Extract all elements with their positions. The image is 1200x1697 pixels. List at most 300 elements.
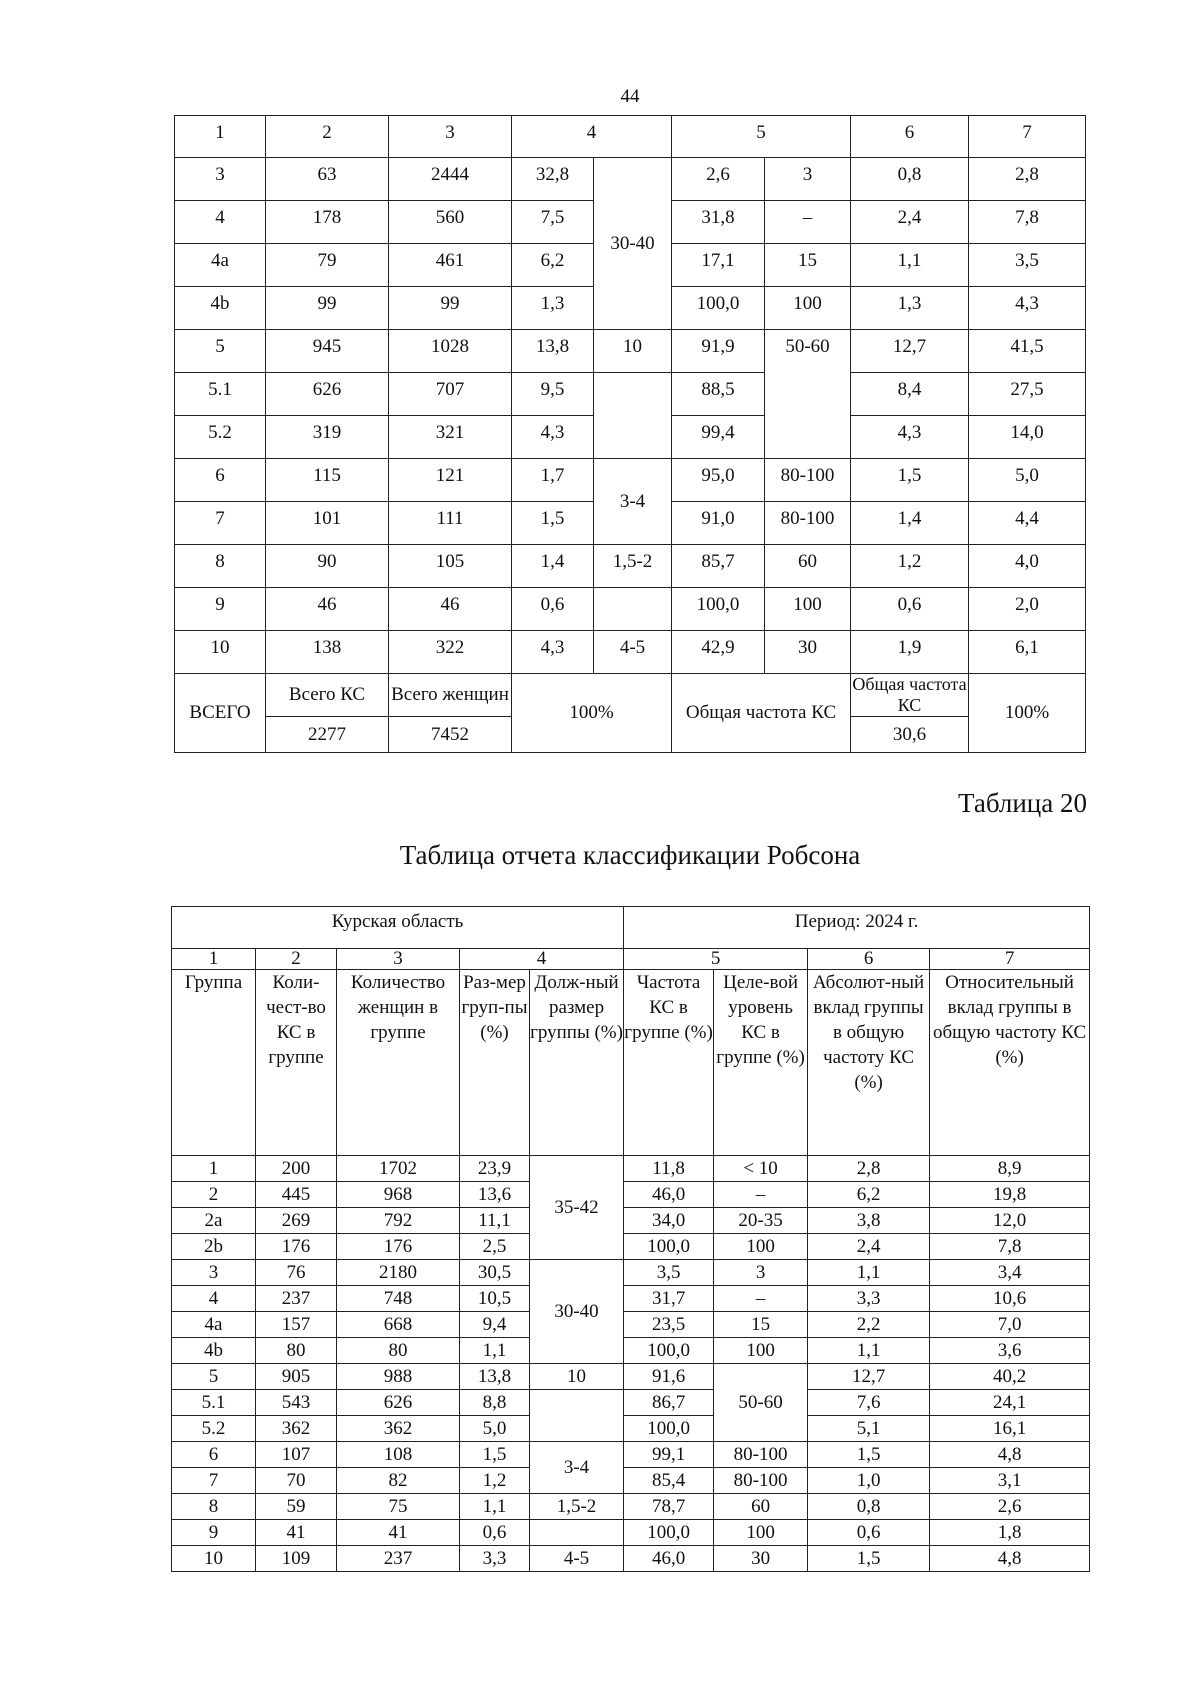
expected-size-cell: 35-42 <box>530 1156 624 1260</box>
women-count-cell: 111 <box>389 502 512 545</box>
table-row <box>172 1390 1090 1416</box>
group-size-cell: 1,5 <box>460 1442 530 1468</box>
table-row <box>172 1364 1090 1390</box>
table-row <box>175 158 1086 201</box>
target-level-cell: 60 <box>765 545 851 588</box>
ks-count-cell: 200 <box>256 1156 337 1182</box>
ks-frequency-cell: 99,4 <box>672 416 765 459</box>
ks-frequency-cell: 99,1 <box>624 1442 714 1468</box>
absolute-contribution-cell: 8,4 <box>851 373 969 416</box>
absolute-contribution-cell: 1,9 <box>851 631 969 674</box>
total-frequency-value: 30,6 <box>851 717 969 753</box>
group-cell: 2a <box>172 1208 256 1234</box>
total-frequency-label-2: Общая частота КС <box>852 674 967 715</box>
target-level-cell: 100 <box>714 1520 808 1546</box>
expected-size-cell: 10 <box>594 330 672 373</box>
ks-count-cell: 176 <box>256 1234 337 1260</box>
group-size-cell: 11,1 <box>460 1208 530 1234</box>
group-cell: 3 <box>172 1260 256 1286</box>
expected-size-cell <box>530 1390 624 1442</box>
group-cell: 5.1 <box>172 1390 256 1416</box>
relative-contribution-cell: 4,0 <box>969 545 1086 588</box>
target-level-cell: – <box>714 1286 808 1312</box>
women-count-cell: 362 <box>337 1416 460 1442</box>
expected-size-cell: 30-40 <box>530 1260 624 1364</box>
table-row <box>172 1156 1090 1182</box>
relative-contribution-cell: 3,1 <box>930 1468 1090 1494</box>
expected-size-cell: 4-5 <box>530 1546 624 1572</box>
target-level-cell: 15 <box>765 244 851 287</box>
col-number: 5 <box>624 949 808 970</box>
ks-frequency-cell: 100,0 <box>624 1520 714 1546</box>
table-row <box>175 588 1086 631</box>
table-row <box>172 1416 1090 1442</box>
header-women-count: Количество женщин в группе <box>337 970 460 1156</box>
relative-contribution-cell: 3,5 <box>969 244 1086 287</box>
absolute-contribution-cell: 1,5 <box>808 1546 930 1572</box>
women-count-cell: 707 <box>389 373 512 416</box>
absolute-contribution-cell: 5,1 <box>808 1416 930 1442</box>
ks-frequency-cell: 100,0 <box>624 1338 714 1364</box>
group-cell: 10 <box>175 631 266 674</box>
ks-frequency-cell: 95,0 <box>672 459 765 502</box>
ks-frequency-cell: 85,7 <box>672 545 765 588</box>
absolute-contribution-cell: 2,4 <box>808 1234 930 1260</box>
group-size-cell: 1,7 <box>512 459 594 502</box>
col-number: 7 <box>969 116 1086 158</box>
women-count-cell: 75 <box>337 1494 460 1520</box>
women-count-cell: 121 <box>389 459 512 502</box>
absolute-contribution-cell: 0,8 <box>851 158 969 201</box>
ks-frequency-cell: 31,8 <box>672 201 765 244</box>
group-cell: 4b <box>175 287 266 330</box>
table-row <box>172 1260 1090 1286</box>
absolute-contribution-cell: 1,0 <box>808 1468 930 1494</box>
ks-frequency-cell: 86,7 <box>624 1390 714 1416</box>
target-level-cell: 50-60 <box>714 1364 808 1442</box>
robson-table-continuation <box>174 115 1086 753</box>
total-frequency-label: Общая частота КС <box>672 674 851 753</box>
ks-count-cell: 445 <box>256 1182 337 1208</box>
column-header-row <box>172 970 1090 1156</box>
period-cell: Период: 2024 г. <box>624 907 1090 949</box>
table-row <box>175 330 1086 373</box>
col-number: 2 <box>256 949 337 970</box>
target-level-cell: 3 <box>765 158 851 201</box>
ks-count-cell: 90 <box>266 545 389 588</box>
col-number: 2 <box>266 116 389 158</box>
relative-contribution-cell: 2,6 <box>930 1494 1090 1520</box>
relative-contribution-cell: 12,0 <box>930 1208 1090 1234</box>
header-ks-count: Коли-чест-во КС в группе <box>256 970 337 1156</box>
absolute-contribution-cell: 1,3 <box>851 287 969 330</box>
absolute-contribution-cell: 6,2 <box>808 1182 930 1208</box>
relative-contribution-cell: 7,8 <box>930 1234 1090 1260</box>
women-count-cell: 626 <box>337 1390 460 1416</box>
group-size-cell: 2,5 <box>460 1234 530 1260</box>
header-target-level: Целе-вой уровень КС в группе (%) <box>714 970 808 1156</box>
ks-count-cell: 109 <box>256 1546 337 1572</box>
group-size-cell: 30,5 <box>460 1260 530 1286</box>
group-cell: 3 <box>175 158 266 201</box>
ks-count-cell: 80 <box>256 1338 337 1364</box>
table-row <box>172 1494 1090 1520</box>
women-count-cell: 2444 <box>389 158 512 201</box>
table-row <box>172 1286 1090 1312</box>
table-row <box>172 1338 1090 1364</box>
ks-count-cell: 46 <box>266 588 389 631</box>
relative-contribution-cell: 19,8 <box>930 1182 1090 1208</box>
group-cell: 4 <box>172 1286 256 1312</box>
region-row <box>172 907 1090 949</box>
table-title: Таблица отчета классификации Робсона <box>399 840 861 870</box>
absolute-contribution-cell: 2,8 <box>808 1156 930 1182</box>
relative-contribution-cell: 10,6 <box>930 1286 1090 1312</box>
ks-frequency-cell: 78,7 <box>624 1494 714 1520</box>
group-size-cell: 9,5 <box>512 373 594 416</box>
target-level-cell: 30 <box>714 1546 808 1572</box>
ks-count-cell: 157 <box>256 1312 337 1338</box>
ks-count-cell: 945 <box>266 330 389 373</box>
women-count-cell: 80 <box>337 1338 460 1364</box>
group-cell: 5 <box>172 1364 256 1390</box>
totals-row <box>175 674 1086 717</box>
expected-size-cell: 4-5 <box>594 631 672 674</box>
target-level-cell: – <box>765 201 851 244</box>
group-cell: 4 <box>175 201 266 244</box>
page-number: 44 <box>620 86 640 107</box>
group-size-cell: 1,2 <box>460 1468 530 1494</box>
relative-contribution-cell: 7,8 <box>969 201 1086 244</box>
absolute-contribution-cell: 1,1 <box>851 244 969 287</box>
ks-count-cell: 41 <box>256 1520 337 1546</box>
target-level-cell: 30 <box>765 631 851 674</box>
absolute-contribution-cell: 0,8 <box>808 1494 930 1520</box>
group-cell: 9 <box>175 588 266 631</box>
col-number: 4 <box>460 949 624 970</box>
target-level-cell: 100 <box>765 588 851 631</box>
relative-contribution-cell: 7,0 <box>930 1312 1090 1338</box>
target-level-cell: 100 <box>714 1234 808 1260</box>
expected-size-cell: 10 <box>530 1364 624 1390</box>
target-level-cell: 20-35 <box>714 1208 808 1234</box>
relative-contribution-cell: 2,0 <box>969 588 1086 631</box>
target-level-cell: 100 <box>765 287 851 330</box>
women-count-cell: 668 <box>337 1312 460 1338</box>
ks-count-cell: 59 <box>256 1494 337 1520</box>
absolute-contribution-cell: 12,7 <box>808 1364 930 1390</box>
ks-frequency-cell: 11,8 <box>624 1156 714 1182</box>
ks-count-cell: 905 <box>256 1364 337 1390</box>
col-number: 1 <box>175 116 266 158</box>
column-number-row <box>175 116 1086 158</box>
target-level-cell: 3 <box>714 1260 808 1286</box>
col-number: 4 <box>512 116 672 158</box>
col-number: 5 <box>672 116 851 158</box>
relative-contribution-cell: 14,0 <box>969 416 1086 459</box>
group-cell: 4b <box>172 1338 256 1364</box>
relative-contribution-cell: 24,1 <box>930 1390 1090 1416</box>
absolute-contribution-cell: 1,5 <box>808 1442 930 1468</box>
women-count-cell: 237 <box>337 1546 460 1572</box>
group-size-cell: 4,3 <box>512 416 594 459</box>
absolute-contribution-cell: 2,4 <box>851 201 969 244</box>
ks-count-cell: 76 <box>256 1260 337 1286</box>
group-size-cell: 0,6 <box>460 1520 530 1546</box>
ks-frequency-cell: 88,5 <box>672 373 765 416</box>
expected-size-cell: 1,5-2 <box>594 545 672 588</box>
group-cell: 5.1 <box>175 373 266 416</box>
target-level-cell: – <box>714 1182 808 1208</box>
group-cell: 5.2 <box>175 416 266 459</box>
group-size-cell: 4,3 <box>512 631 594 674</box>
table-row <box>175 545 1086 588</box>
ks-frequency-cell: 17,1 <box>672 244 765 287</box>
absolute-contribution-cell: 4,3 <box>851 416 969 459</box>
women-count-cell: 461 <box>389 244 512 287</box>
absolute-contribution-cell: 12,7 <box>851 330 969 373</box>
absolute-contribution-cell: 3,8 <box>808 1208 930 1234</box>
expected-size-cell <box>594 373 672 459</box>
ks-frequency-cell: 85,4 <box>624 1468 714 1494</box>
group-size-cell: 3,3 <box>460 1546 530 1572</box>
group-cell: 5 <box>175 330 266 373</box>
women-count-cell: 176 <box>337 1234 460 1260</box>
women-count-cell: 968 <box>337 1182 460 1208</box>
ks-count-cell: 70 <box>256 1468 337 1494</box>
group-size-cell: 9,4 <box>460 1312 530 1338</box>
absolute-contribution-cell: 7,6 <box>808 1390 930 1416</box>
expected-size-cell: 3-4 <box>594 459 672 545</box>
target-level-cell: 80-100 <box>714 1442 808 1468</box>
column-number-row <box>172 949 1090 970</box>
women-count-cell: 1702 <box>337 1156 460 1182</box>
header-expected-size: Долж-ный размер группы (%) <box>530 970 624 1156</box>
group-size-cell: 32,8 <box>512 158 594 201</box>
target-level-cell: 80-100 <box>714 1468 808 1494</box>
table-row <box>172 1468 1090 1494</box>
women-count-cell: 41 <box>337 1520 460 1546</box>
ks-frequency-cell: 46,0 <box>624 1182 714 1208</box>
group-size-cell: 0,6 <box>512 588 594 631</box>
ks-count-cell: 63 <box>266 158 389 201</box>
col-number: 1 <box>172 949 256 970</box>
relative-contribution-cell: 6,1 <box>969 631 1086 674</box>
women-count-cell: 105 <box>389 545 512 588</box>
table-row <box>172 1312 1090 1338</box>
ks-count-cell: 362 <box>256 1416 337 1442</box>
expected-size-cell: 1,5-2 <box>530 1494 624 1520</box>
ks-frequency-cell: 91,9 <box>672 330 765 373</box>
expected-size-cell: 30-40 <box>594 158 672 330</box>
relative-contribution-cell: 16,1 <box>930 1416 1090 1442</box>
table-row <box>175 373 1086 416</box>
ks-count-cell: 237 <box>256 1286 337 1312</box>
relative-contribution-cell: 41,5 <box>969 330 1086 373</box>
ks-frequency-cell: 34,0 <box>624 1208 714 1234</box>
ks-count-cell: 626 <box>266 373 389 416</box>
total-women-label: Всего женщин <box>389 674 512 717</box>
target-level-cell: 100 <box>714 1338 808 1364</box>
header-group: Группа <box>172 970 256 1156</box>
ks-count-cell: 269 <box>256 1208 337 1234</box>
absolute-contribution-cell: 3,3 <box>808 1286 930 1312</box>
group-size-cell: 13,8 <box>512 330 594 373</box>
region-cell: Курская область <box>172 907 624 949</box>
table-row <box>172 1546 1090 1572</box>
group-size-cell: 5,0 <box>460 1416 530 1442</box>
group-cell: 9 <box>172 1520 256 1546</box>
col-number: 3 <box>337 949 460 970</box>
target-level-cell: 80-100 <box>765 502 851 545</box>
group-cell: 6 <box>175 459 266 502</box>
relative-contribution-cell: 1,8 <box>930 1520 1090 1546</box>
group-size-cell: 10,5 <box>460 1286 530 1312</box>
ks-frequency-cell: 100,0 <box>624 1416 714 1442</box>
group-cell: 7 <box>175 502 266 545</box>
group-cell: 1 <box>172 1156 256 1182</box>
ks-count-cell: 79 <box>266 244 389 287</box>
table-row <box>175 631 1086 674</box>
group-cell: 4a <box>172 1312 256 1338</box>
ks-count-cell: 319 <box>266 416 389 459</box>
relative-contribution-cell: 3,4 <box>930 1260 1090 1286</box>
ks-count-cell: 107 <box>256 1442 337 1468</box>
relative-contribution-cell: 4,8 <box>930 1442 1090 1468</box>
group-cell: 6 <box>172 1442 256 1468</box>
group-size-cell: 8,8 <box>460 1390 530 1416</box>
ks-frequency-cell: 100,0 <box>624 1234 714 1260</box>
absolute-contribution-cell: 1,4 <box>851 502 969 545</box>
ks-frequency-cell: 42,9 <box>672 631 765 674</box>
ks-frequency-cell: 23,5 <box>624 1312 714 1338</box>
ks-count-cell: 115 <box>266 459 389 502</box>
group-size-cell: 1,3 <box>512 287 594 330</box>
col-number: 7 <box>930 949 1090 970</box>
header-group-size: Раз-мер груп-пы (%) <box>460 970 530 1156</box>
total-relative-cell: 100% <box>969 674 1086 753</box>
women-count-cell: 748 <box>337 1286 460 1312</box>
absolute-contribution-cell: 2,2 <box>808 1312 930 1338</box>
group-cell: 4a <box>175 244 266 287</box>
ks-count-cell: 101 <box>266 502 389 545</box>
relative-contribution-cell: 5,0 <box>969 459 1086 502</box>
group-cell: 2 <box>172 1182 256 1208</box>
relative-contribution-cell: 4,4 <box>969 502 1086 545</box>
target-level-cell: 60 <box>714 1494 808 1520</box>
table-row <box>172 1208 1090 1234</box>
table-label: Таблица 20 <box>958 788 1087 818</box>
group-size-cell: 1,1 <box>460 1338 530 1364</box>
table-row <box>172 1520 1090 1546</box>
group-size-cell: 7,5 <box>512 201 594 244</box>
total-size-cell: 100% <box>512 674 672 753</box>
women-count-cell: 108 <box>337 1442 460 1468</box>
absolute-contribution-cell: 0,6 <box>851 588 969 631</box>
women-count-cell: 988 <box>337 1364 460 1390</box>
relative-contribution-cell: 2,8 <box>969 158 1086 201</box>
ks-frequency-cell: 100,0 <box>672 588 765 631</box>
totals-label: ВСЕГО <box>175 674 266 753</box>
relative-contribution-cell: 3,6 <box>930 1338 1090 1364</box>
col-number: 3 <box>389 116 512 158</box>
col-number: 6 <box>851 116 969 158</box>
group-cell: 5.2 <box>172 1416 256 1442</box>
ks-frequency-cell: 91,0 <box>672 502 765 545</box>
women-count-cell: 2180 <box>337 1260 460 1286</box>
total-ks-value: 2277 <box>266 717 389 753</box>
ks-frequency-cell: 2,6 <box>672 158 765 201</box>
women-count-cell: 82 <box>337 1468 460 1494</box>
relative-contribution-cell: 8,9 <box>930 1156 1090 1182</box>
table-row <box>172 1234 1090 1260</box>
absolute-contribution-cell: 0,6 <box>808 1520 930 1546</box>
header-absolute-contribution: Абсолют-ный вклад группы в общую частоту КС (%) <box>808 970 930 1156</box>
relative-contribution-cell: 40,2 <box>930 1364 1090 1390</box>
expected-size-cell <box>530 1520 624 1546</box>
women-count-cell: 792 <box>337 1208 460 1234</box>
group-size-cell: 13,8 <box>460 1364 530 1390</box>
group-cell: 2b <box>172 1234 256 1260</box>
ks-frequency-cell: 3,5 <box>624 1260 714 1286</box>
group-size-cell: 6,2 <box>512 244 594 287</box>
group-cell: 8 <box>175 545 266 588</box>
women-count-cell: 560 <box>389 201 512 244</box>
ks-frequency-cell: 46,0 <box>624 1546 714 1572</box>
absolute-contribution-cell: 1,1 <box>808 1260 930 1286</box>
robson-table <box>171 906 1090 1572</box>
group-size-cell: 23,9 <box>460 1156 530 1182</box>
table-row <box>172 1442 1090 1468</box>
total-ks-label: Всего КС <box>266 674 389 717</box>
header-relative-contribution: Относительный вклад группы в общую частоту КС (%) <box>930 970 1090 1156</box>
absolute-contribution-cell: 1,5 <box>851 459 969 502</box>
group-size-cell: 1,5 <box>512 502 594 545</box>
ks-count-cell: 178 <box>266 201 389 244</box>
target-level-cell: 50-60 <box>765 330 851 459</box>
relative-contribution-cell: 4,8 <box>930 1546 1090 1572</box>
group-cell: 8 <box>172 1494 256 1520</box>
absolute-contribution-cell: 1,1 <box>808 1338 930 1364</box>
ks-count-cell: 99 <box>266 287 389 330</box>
target-level-cell: 80-100 <box>765 459 851 502</box>
expected-size-cell: 3-4 <box>530 1442 624 1494</box>
group-cell: 7 <box>172 1468 256 1494</box>
women-count-cell: 1028 <box>389 330 512 373</box>
group-size-cell: 1,1 <box>460 1494 530 1520</box>
group-size-cell: 13,6 <box>460 1182 530 1208</box>
table-row <box>175 459 1086 502</box>
header-ks-frequency: Частота КС в группе (%) <box>624 970 714 1156</box>
target-level-cell: 15 <box>714 1312 808 1338</box>
women-count-cell: 99 <box>389 287 512 330</box>
relative-contribution-cell: 4,3 <box>969 287 1086 330</box>
col-number: 6 <box>808 949 930 970</box>
women-count-cell: 46 <box>389 588 512 631</box>
relative-contribution-cell: 27,5 <box>969 373 1086 416</box>
women-count-cell: 321 <box>389 416 512 459</box>
group-cell: 10 <box>172 1546 256 1572</box>
absolute-contribution-cell: 1,2 <box>851 545 969 588</box>
ks-frequency-cell: 100,0 <box>672 287 765 330</box>
ks-count-cell: 543 <box>256 1390 337 1416</box>
women-count-cell: 322 <box>389 631 512 674</box>
expected-size-cell <box>594 588 672 631</box>
target-level-cell: < 10 <box>714 1156 808 1182</box>
ks-count-cell: 138 <box>266 631 389 674</box>
group-size-cell: 1,4 <box>512 545 594 588</box>
table-row <box>172 1182 1090 1208</box>
